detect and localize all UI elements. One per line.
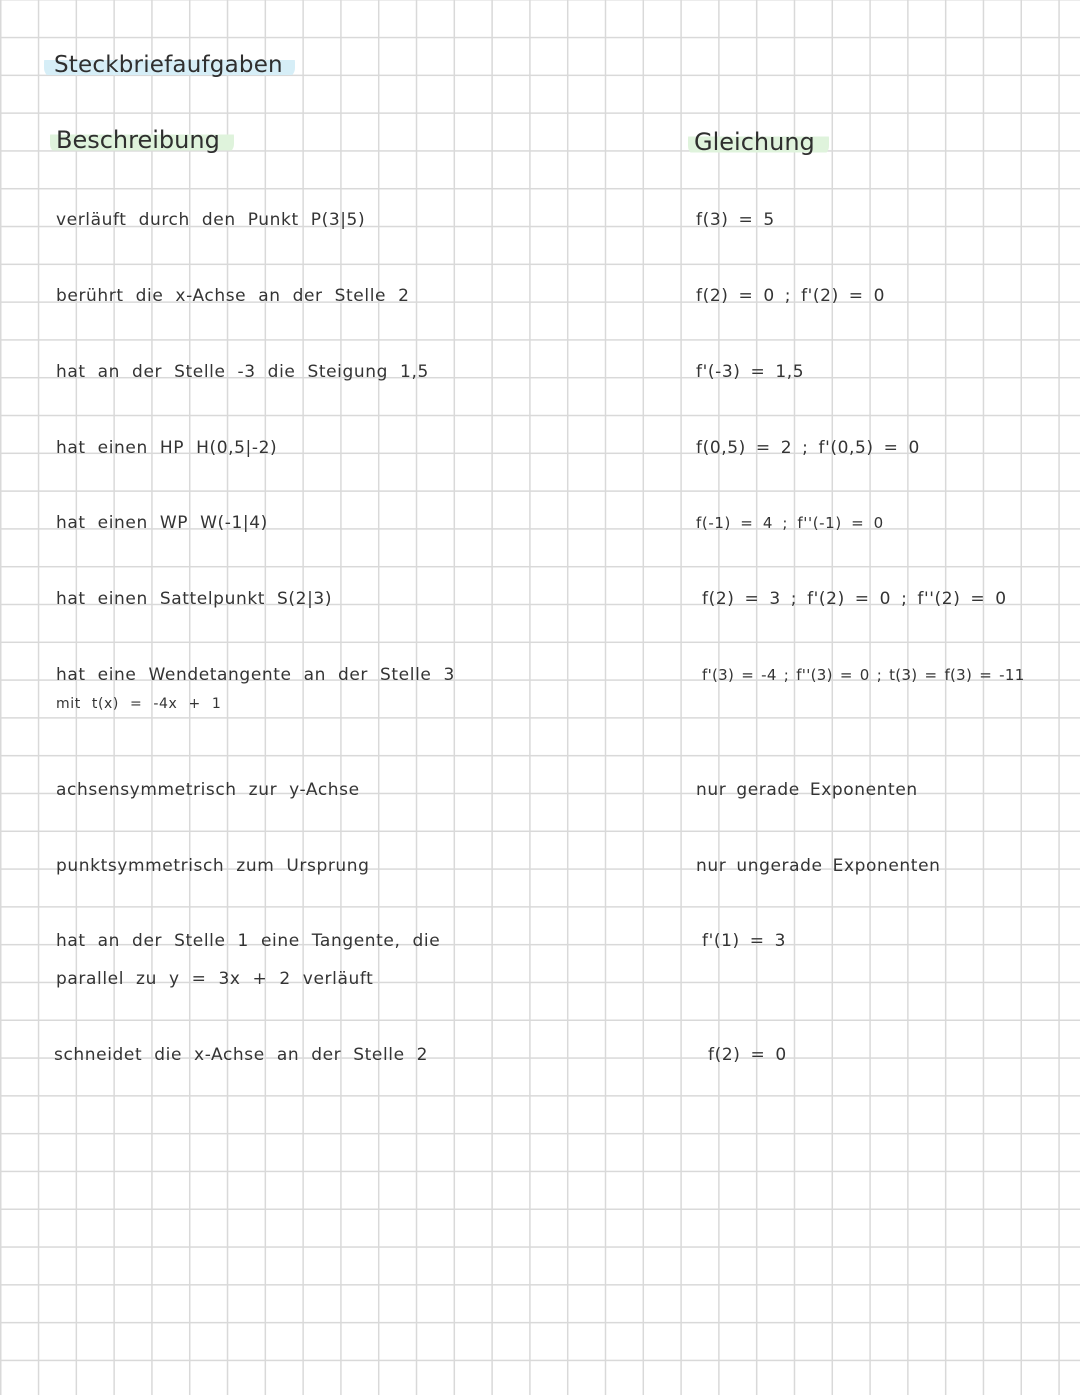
description-line: hat eine Wendetangente an der Stelle 3: [56, 665, 455, 685]
condition-equation: f'(-3) = 1,5: [696, 362, 805, 382]
description-line: schneidet die x-Achse an der Stelle 2: [54, 1045, 429, 1065]
condition-description: [56, 848, 370, 884]
condition-description: [56, 354, 429, 390]
condition-equation: nur ungerade Exponenten: [696, 856, 941, 876]
condition-row: [0, 278, 1080, 338]
condition-row: [0, 657, 1080, 737]
description-line: verläuft durch den Punkt P(3|5): [56, 210, 366, 230]
condition-equation: f'(1) = 3: [702, 931, 787, 951]
condition-equation: f(0,5) = 2 ; f'(0,5) = 0: [696, 438, 920, 458]
condition-description: [56, 278, 410, 314]
condition-row: [0, 430, 1080, 490]
condition-equation: f'(3) = -4 ; f''(3) = 0 ; t(3) = f(3) = -11: [702, 666, 1025, 684]
condition-equation: nur gerade Exponenten: [696, 780, 918, 800]
condition-description: [56, 657, 455, 715]
condition-description: [56, 772, 360, 808]
condition-equation: f(3) = 5: [696, 210, 775, 230]
condition-row: [0, 354, 1080, 414]
condition-equation: f(2) = 0 ; f'(2) = 0: [696, 286, 886, 306]
condition-description: [56, 430, 277, 466]
condition-row: [0, 202, 1080, 262]
condition-row: [0, 505, 1080, 565]
page-title: Steckbriefaufgaben: [44, 52, 295, 78]
condition-row: [0, 923, 1080, 1003]
condition-row: [0, 1037, 1080, 1097]
description-line: hat einen HP H(0,5|-2): [56, 438, 278, 458]
condition-description: [56, 581, 332, 617]
equation-column-header: Gleichung: [688, 128, 829, 156]
condition-description: [56, 923, 440, 999]
description-line: achsensymmetrisch zur y-Achse: [56, 780, 360, 800]
description-line: hat einen WP W(-1|4): [56, 513, 268, 533]
description-line: berührt die x-Achse an der Stelle 2: [56, 286, 410, 306]
condition-row: [0, 772, 1080, 832]
condition-description: [56, 202, 365, 238]
condition-row: [0, 848, 1080, 908]
description-line: punktsymmetrisch zum Ursprung: [56, 856, 370, 876]
description-line: hat an der Stelle 1 eine Tangente, die: [56, 931, 441, 951]
condition-description: [56, 505, 268, 541]
condition-row: [0, 581, 1080, 641]
description-line: hat an der Stelle -3 die Steigung 1,5: [56, 362, 429, 382]
condition-equation: f(2) = 3 ; f'(2) = 0 ; f''(2) = 0: [702, 589, 1007, 609]
description-column-header: Beschreibung: [50, 126, 234, 154]
description-line: hat einen Sattelpunkt S(2|3): [56, 589, 333, 609]
condition-equation: f(2) = 0: [708, 1045, 787, 1065]
condition-description: [54, 1037, 428, 1073]
description-line: parallel zu y = 3x + 2 verläuft: [56, 969, 374, 989]
description-line: mit t(x) = -4x + 1: [56, 696, 222, 712]
condition-equation: f(-1) = 4 ; f''(-1) = 0: [696, 514, 884, 532]
